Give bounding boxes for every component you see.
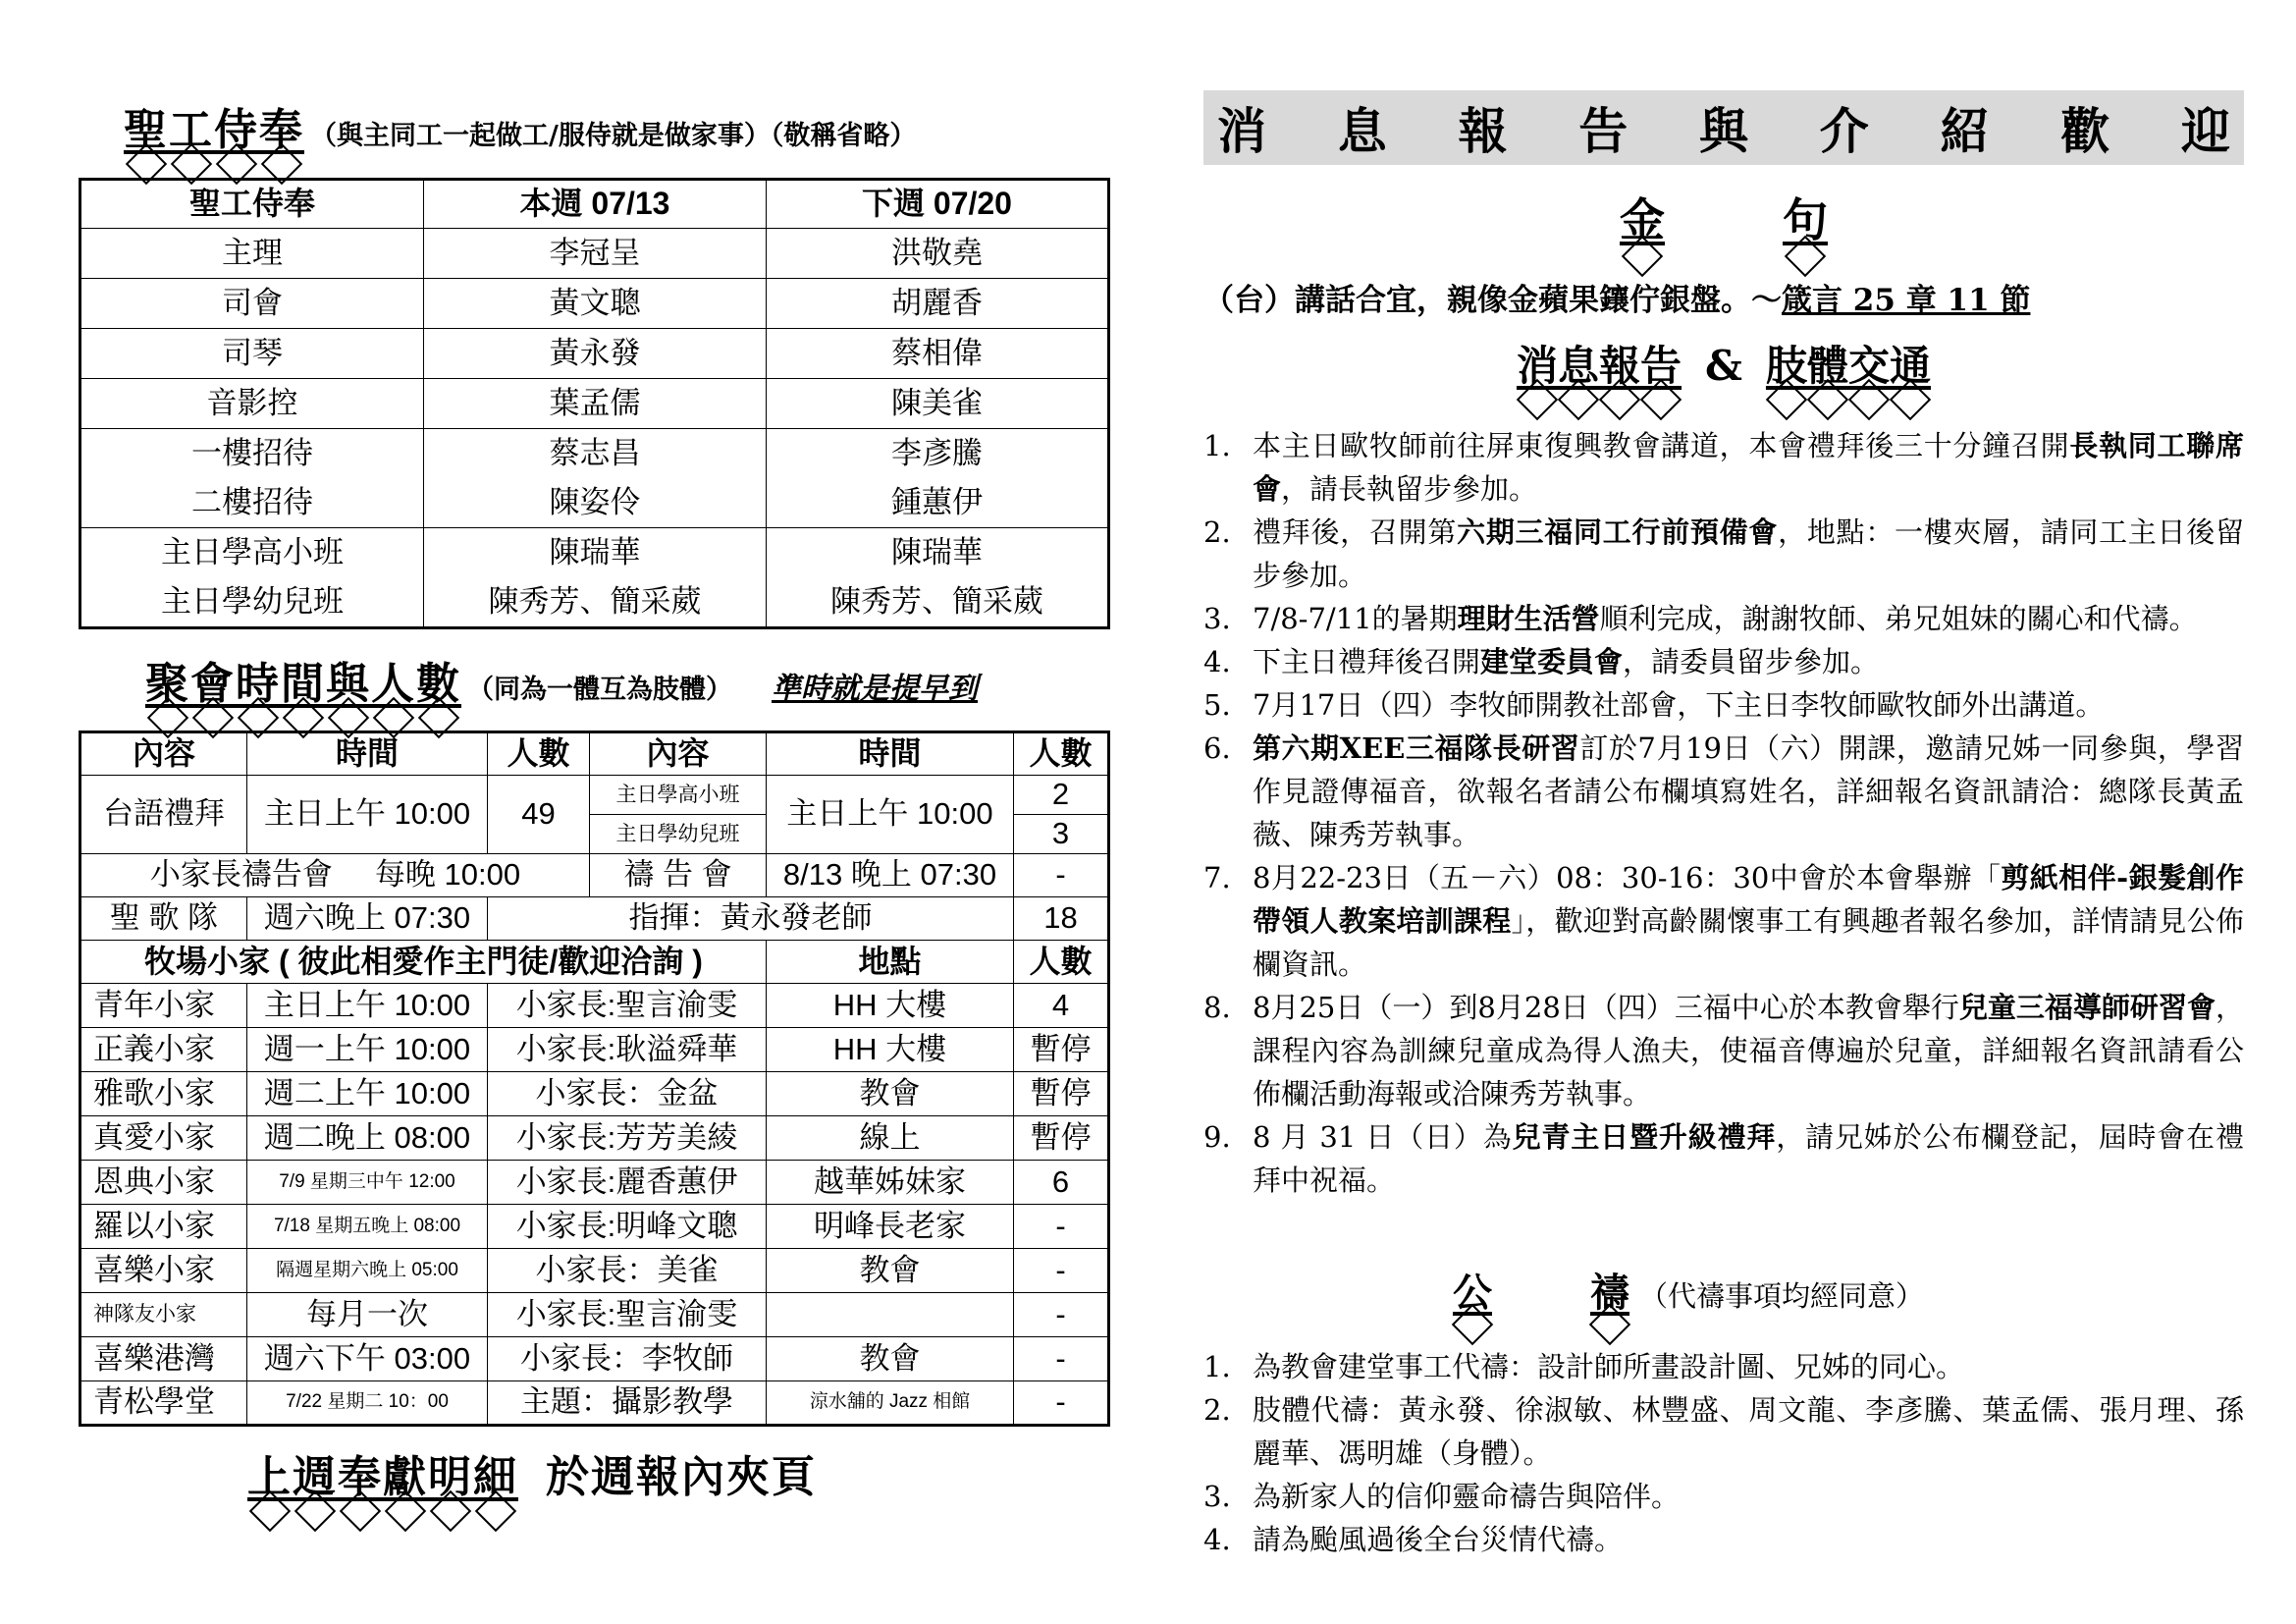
usher-name: 鍾蕙伊: [891, 485, 983, 519]
heading-char: [281, 648, 326, 711]
news-item: [1203, 986, 2244, 1115]
group-count: -: [1014, 1381, 1109, 1426]
group-time: 7/9 星期三中午 12:00: [247, 1161, 488, 1205]
heading-char: [1517, 334, 1558, 393]
group-name: 真愛小家: [80, 1116, 247, 1161]
news-highlight: 第六期XEE三福隊長研習: [1253, 731, 1580, 765]
heading-char: [1890, 334, 1931, 393]
sunday-school-role-cell: [80, 528, 424, 628]
leader-prayer-time: 每晚 10:00: [374, 857, 521, 893]
heading-char-text: 聚: [145, 659, 190, 709]
meet-header: 時間: [247, 732, 488, 776]
taiyu-count: 49: [488, 776, 590, 854]
meet-header-row: [80, 732, 1109, 776]
group-name: 喜樂小家: [80, 1249, 247, 1293]
ss-time: 主日上午 10:00: [767, 776, 1014, 854]
news-highlight: 剪紙相伴-銀髮創作帶領人教案培訓課程: [1253, 861, 2244, 938]
prayer-number: 1.: [1203, 1350, 1231, 1383]
group-row: [80, 1028, 1109, 1072]
meet-note: 準時就是提早到: [772, 672, 978, 706]
heading-char-text: 工: [169, 105, 214, 155]
group-name: 正義小家: [80, 1028, 247, 1072]
news-title-b: [1766, 334, 1931, 393]
serve-table: [79, 178, 1110, 629]
heading-char-text: 週: [293, 1452, 338, 1502]
heading-char-text: 息: [1557, 342, 1599, 390]
prayer-text: 請為颱風過後全台災情代禱。: [1253, 1523, 1624, 1556]
group-place: 教會: [767, 1249, 1014, 1293]
header-char: 告: [1578, 102, 1629, 160]
heading-char: [190, 648, 236, 711]
group-header-place: 地點: [767, 941, 1014, 984]
group-count: 暫停: [1014, 1072, 1109, 1116]
group-place: 教會: [767, 1337, 1014, 1381]
heading-char: [293, 1441, 338, 1504]
heading-char-text: 交: [1847, 342, 1890, 390]
group-leader: 小家長:芳芳美綾: [488, 1116, 767, 1161]
name-cell: 洪敬堯: [767, 229, 1109, 279]
prayer-text: 為新家人的信仰靈命禱告與陪伴。: [1253, 1480, 1681, 1513]
prayer-row: [80, 854, 1109, 897]
heading-char: [259, 94, 304, 157]
header-char: 報: [1458, 102, 1508, 160]
group-header-title: 牧場小家 ( 彼此相愛作主門徒/歡迎洽詢 ): [80, 941, 767, 984]
group-count: -: [1014, 1205, 1109, 1249]
heading-char-text: 間: [281, 659, 326, 709]
heading-char: [1807, 334, 1848, 393]
news-highlight: 兒青主日暨升級禮拜: [1512, 1120, 1777, 1154]
header-char: 紹: [1940, 102, 1990, 160]
news-number: 7.: [1203, 861, 1231, 894]
news-number: 5.: [1203, 688, 1231, 722]
heading-char: [416, 648, 461, 711]
news-text: ，地點：一樓夾層，請同工主日後留步參加。: [1253, 515, 2244, 592]
group-name: 羅以小家: [80, 1205, 247, 1249]
news-text: 8月25日（一）到8月28日（四）三福中心於本教會舉行: [1253, 991, 1959, 1024]
group-count: -: [1014, 1293, 1109, 1337]
group-place: HH 大樓: [767, 984, 1014, 1028]
group-place: HH 大樓: [767, 1028, 1014, 1072]
group-time: 週二上午 10:00: [247, 1072, 488, 1116]
serve-heading: [124, 94, 916, 157]
heading-char-text: 人: [371, 659, 416, 709]
group-row: [80, 1381, 1109, 1426]
role-cell: 司琴: [80, 329, 424, 379]
news-text: 訂於7月19日（六）開課，邀請兄姊一同參與，學習作見證傳福音，欲報名者請公布欄填寫姓名，詳細報名資訊請洽：總隊長黃孟薇、陳秀芳執事。: [1253, 731, 2244, 851]
group-name: 青年小家: [80, 984, 247, 1028]
usher-role-1: 一樓招待: [191, 436, 313, 470]
serve-header-next-week: 下週 07/20: [767, 180, 1109, 229]
group-row: [80, 1205, 1109, 1249]
heading-char: [214, 94, 259, 157]
news-text: ，課程內容為訓練兒童成為得人漁夫，使福音傳遍於兒童，詳細報名資訊請看公佈欄活動海報或洽陳秀芳執事。: [1253, 991, 2244, 1110]
group-name: 神隊友小家: [80, 1293, 247, 1337]
group-time: 7/22 星期二 10：00: [247, 1381, 488, 1426]
group-row: [80, 1116, 1109, 1161]
news-item: [1203, 856, 2244, 986]
prayer-subtitle: （代禱事項均經同意）: [1639, 1279, 1925, 1313]
meet-table: [79, 731, 1110, 1427]
heading-char-text: 與: [326, 659, 371, 709]
prayer-number: 3.: [1203, 1480, 1231, 1513]
choir-conductor: 指揮：黃永發老師: [488, 897, 1014, 941]
prayer-item: [1203, 1345, 2244, 1388]
header-char: 介: [1819, 102, 1869, 160]
serve-row: [80, 329, 1109, 379]
usher-next-week: [767, 429, 1109, 528]
heading-char: [1766, 334, 1807, 393]
news-item: [1203, 727, 2244, 856]
group-row: [80, 984, 1109, 1028]
meet-header: 時間: [767, 732, 1014, 776]
group-time: 週一上午 10:00: [247, 1028, 488, 1072]
prayer-number: 2.: [1203, 1393, 1231, 1427]
news-item: [1203, 640, 2244, 683]
heading-char: [428, 1441, 473, 1504]
usher-name: 陳姿伶: [549, 485, 641, 519]
news-text: 本主日歐牧師前往屏東復興教會講道，本會禮拜後三十分鐘召開: [1253, 429, 2070, 462]
heading-char: [371, 648, 416, 711]
news-text: 7/8-7/11的暑期: [1253, 602, 1458, 635]
sunday-school-row: [80, 528, 1109, 628]
heading-char: [169, 94, 214, 157]
group-leader: 主題：攝影教學: [488, 1381, 767, 1426]
news-list: [1203, 424, 2244, 1202]
name-cell: 蔡相偉: [767, 329, 1109, 379]
ss-class-1: 主日學高小班: [161, 535, 344, 569]
heading-char-text: 消: [1516, 342, 1558, 390]
news-text: 8月22-23日（五－六）08：30-16：30中會於本會舉辦「: [1253, 861, 2002, 894]
golden-verse-title: [1620, 185, 1828, 249]
prayer-item: [1203, 1388, 2244, 1475]
golden-verse-heading: [1203, 185, 2244, 249]
group-leader: 小家長：金盆: [488, 1072, 767, 1116]
heading-char: [247, 1441, 293, 1504]
news-item: [1203, 1115, 2244, 1202]
heading-char-text: 句: [1783, 193, 1828, 246]
serve-header-this-week: 本週 07/13: [424, 180, 767, 229]
serve-subtitle: （與主同工一起做工/服侍就是做家事）（敬稱省略）: [310, 121, 917, 151]
heading-char: [1640, 334, 1682, 393]
group-leader: 小家長:麗香蕙伊: [488, 1161, 767, 1205]
heading-char: [236, 648, 281, 711]
group-leader: 小家長：李牧師: [488, 1337, 767, 1381]
news-text: 7月17日（四）李牧師開教社部會，下主日李牧師歐牧師外出講道。: [1253, 688, 2105, 722]
heading-char: [145, 648, 190, 711]
group-place: 越華姊妹家: [767, 1161, 1014, 1205]
news-text: 禮拜後，召開第: [1253, 515, 1458, 549]
news-heading: [1203, 334, 2244, 393]
heading-char-text: 報: [1599, 342, 1641, 390]
heading-char: [383, 1441, 428, 1504]
group-leader: 小家長:耿溢舜華: [488, 1028, 767, 1072]
heading-char-text: 聖: [124, 105, 169, 155]
news-text: ，請委員留步參加。: [1623, 645, 1880, 678]
ss-kid-count: 3: [1014, 815, 1109, 854]
group-leader: 小家長:聖言渝雯: [488, 1293, 767, 1337]
group-name: 雅歌小家: [80, 1072, 247, 1116]
group-time: 7/18 星期五晚上 08:00: [247, 1205, 488, 1249]
news-number: 4.: [1203, 645, 1231, 678]
group-header-count: 人數: [1014, 941, 1109, 984]
choir-name: 聖 歌 隊: [80, 897, 247, 941]
meet-header: 人數: [1014, 732, 1109, 776]
golden-verse: [1203, 275, 2030, 319]
role-cell: 司會: [80, 279, 424, 329]
news-number: 8.: [1203, 991, 1231, 1024]
offering-title: [247, 1441, 518, 1504]
news-text: 」，歡迎對高齡關懷事工有興趣者報名參加，詳情請見公佈欄資訊。: [1253, 904, 2244, 981]
choir-count: 18: [1014, 897, 1109, 941]
heading-char-text: 侍: [214, 105, 259, 155]
group-place: [767, 1293, 1014, 1337]
prayer-meeting-name: 禱 告 會: [590, 854, 767, 897]
choir-time: 週六晚上 07:30: [247, 897, 488, 941]
group-time: 每月一次: [247, 1293, 488, 1337]
news-number: 3.: [1203, 602, 1231, 635]
prayer-meeting-time: 8/13 晚上 07:30: [767, 854, 1014, 897]
group-time: 週六下午 03:00: [247, 1337, 488, 1381]
news-text: 順利完成，謝謝牧師、弟兄姐妹的關心和代禱。: [1599, 602, 2198, 635]
prayer-item: [1203, 1518, 2244, 1561]
news-item: [1203, 511, 2244, 597]
heading-char: [1453, 1262, 1492, 1318]
heading-char-text: 告: [1640, 342, 1682, 390]
meet-subtitle: （同為一體互為肢體）: [467, 675, 732, 705]
group-place: 涼水舖的 Jazz 相館: [767, 1381, 1014, 1426]
ss-hi-count: 2: [1014, 776, 1109, 815]
group-time: 隔週星期六晚上 05:00: [247, 1249, 488, 1293]
ss-class-2: 主日學幼兒班: [161, 584, 344, 619]
news-item: [1203, 424, 2244, 511]
taiyu-name: 台語禮拜: [80, 776, 247, 854]
prayer-meeting-count: -: [1014, 854, 1109, 897]
usher-role-2: 二樓招待: [191, 485, 313, 519]
heading-char-text: 金: [1620, 193, 1665, 246]
right-page: [1148, 0, 2296, 1624]
heading-char-text: 奉: [259, 105, 304, 155]
prayer-text: 肢體代禱：黃永發、徐淑敏、林豐盛、周文龍、李彥騰、葉孟儒、張月理、孫麗華、馮明雄（身體）。: [1253, 1393, 2244, 1470]
ss-teacher: 陳瑞華: [891, 535, 983, 569]
heading-char-text: 獻: [383, 1452, 428, 1502]
header-char: 息: [1337, 102, 1387, 160]
ss-teacher: 陳秀芳、簡采葳: [830, 584, 1043, 619]
group-count: 暫停: [1014, 1116, 1109, 1161]
prayer-heading: [1453, 1262, 2296, 1318]
ss-next-week: [767, 528, 1109, 628]
left-page: [0, 0, 1129, 1624]
group-name: 青松學堂: [80, 1381, 247, 1426]
heading-char: [338, 1441, 383, 1504]
header-char: 歡: [2060, 102, 2110, 160]
news-highlight: 六期三福同工行前預備會: [1457, 515, 1779, 549]
group-place: 線上: [767, 1116, 1014, 1161]
group-count: 4: [1014, 984, 1109, 1028]
ss-kid-name: 主日學幼兒班: [590, 815, 767, 854]
header-char: 消: [1217, 102, 1266, 160]
group-list: [80, 984, 1109, 1426]
news-highlight: 建堂委員會: [1480, 645, 1624, 678]
heading-char-text: 時: [236, 659, 281, 709]
verse-reference: 箴言 25 章 11 節: [1782, 283, 2031, 318]
prayer-text: 為教會建堂事工代禱：設計師所畫設計圖、兄姊的同心。: [1253, 1350, 1965, 1383]
serve-row: [80, 379, 1109, 429]
news-item: [1203, 683, 2244, 727]
meet-header: 內容: [80, 732, 247, 776]
serve-row: [80, 279, 1109, 329]
ss-this-week: [424, 528, 767, 628]
group-time: 週二晚上 08:00: [247, 1116, 488, 1161]
group-leader: 小家長：美雀: [488, 1249, 767, 1293]
offering-rest: 於週報內夾頁: [546, 1452, 817, 1502]
name-cell: 黃文聰: [424, 279, 767, 329]
serve-header-role: 聖工侍奉: [80, 180, 424, 229]
role-cell: 主理: [80, 229, 424, 279]
group-place: 教會: [767, 1072, 1014, 1116]
group-name: 喜樂港灣: [80, 1337, 247, 1381]
group-place: 明峰長老家: [767, 1205, 1014, 1249]
usher-name: 蔡志昌: [549, 436, 641, 470]
heading-char: [1848, 334, 1890, 393]
name-cell: 葉孟儒: [424, 379, 767, 429]
news-highlight: 理財生活營: [1457, 602, 1600, 635]
taiyu-time: 主日上午 10:00: [247, 776, 488, 854]
meet-title: [145, 648, 461, 711]
news-highlight: 兒童三福導師研習會: [1958, 991, 2216, 1024]
news-text: 下主日禮拜後召開: [1253, 645, 1481, 678]
news-number: 9.: [1203, 1120, 1231, 1154]
heading-char-text: 奉: [338, 1452, 383, 1502]
name-cell: 陳美雀: [767, 379, 1109, 429]
news-number: 2.: [1203, 515, 1231, 549]
heading-char-text: 數: [416, 659, 461, 709]
news-number: 6.: [1203, 731, 1231, 765]
group-name: 恩典小家: [80, 1161, 247, 1205]
group-row: [80, 1161, 1109, 1205]
taiyu-row: [80, 776, 1109, 815]
news-number: 1.: [1203, 429, 1231, 462]
group-row: [80, 1072, 1109, 1116]
heading-char: [1620, 185, 1665, 249]
leader-prayer-cell: [80, 854, 590, 897]
prayer-number: 4.: [1203, 1523, 1231, 1556]
ss-teacher: 陳瑞華: [549, 535, 641, 569]
heading-char: [1558, 334, 1599, 393]
meet-heading: [145, 648, 978, 711]
serve-header-row: [80, 180, 1109, 229]
usher-role-cell: [80, 429, 424, 528]
heading-char-text: 上: [247, 1452, 293, 1502]
usher-name: 李彥騰: [891, 436, 983, 470]
usher-row: [80, 429, 1109, 528]
heading-char-text: 肢: [1765, 342, 1807, 390]
heading-char: [124, 94, 169, 157]
group-row: [80, 1293, 1109, 1337]
heading-char-text: 會: [190, 659, 236, 709]
news-text: 8 月 31 日（日）為: [1253, 1120, 1513, 1154]
group-row: [80, 1249, 1109, 1293]
heading-char-text: 禱: [1590, 1270, 1629, 1316]
news-item: [1203, 597, 2244, 640]
heading-char: [473, 1441, 518, 1504]
group-header-row: [80, 941, 1109, 984]
group-count: -: [1014, 1249, 1109, 1293]
news-highlight: 長執同工聯席會: [1253, 429, 2244, 506]
name-cell: 胡麗香: [767, 279, 1109, 329]
usher-this-week: [424, 429, 767, 528]
serve-title: [124, 94, 304, 157]
offering-heading: [247, 1441, 817, 1504]
choir-row: [80, 897, 1109, 941]
heading-char-text: 通: [1890, 342, 1932, 390]
ss-teacher: 陳秀芳、簡采葳: [488, 584, 702, 619]
heading-char: [1783, 185, 1828, 249]
heading-char-text: 明: [428, 1452, 473, 1502]
group-leader: 小家長:明峰文聰: [488, 1205, 767, 1249]
header-char: 與: [1699, 102, 1748, 160]
verse-text: （台）講話合宜，親像金蘋果鑲佇銀盤。～: [1203, 283, 1782, 318]
heading-char: [1590, 1262, 1629, 1318]
group-count: 6: [1014, 1161, 1109, 1205]
role-cell: 音影控: [80, 379, 424, 429]
name-cell: 黃永發: [424, 329, 767, 379]
group-leader: 小家長:聖言渝雯: [488, 984, 767, 1028]
announcements-header: [1203, 90, 2244, 165]
prayer-list: [1203, 1345, 2244, 1561]
prayer-item: [1203, 1475, 2244, 1518]
serve-row: [80, 229, 1109, 279]
group-count: 暫停: [1014, 1028, 1109, 1072]
heading-char-text: 體: [1806, 342, 1848, 390]
news-title-a: [1517, 334, 1682, 393]
meet-header: 內容: [590, 732, 767, 776]
ss-hi-name: 主日學高小班: [590, 776, 767, 815]
prayer-title: [1453, 1262, 1629, 1318]
group-count: -: [1014, 1337, 1109, 1381]
news-title-amp: &: [1705, 342, 1742, 390]
leader-prayer-name: 小家長禱告會: [149, 857, 333, 893]
meet-header: 人數: [488, 732, 590, 776]
heading-char: [1599, 334, 1640, 393]
news-text: ，請長執留步參加。: [1281, 472, 1538, 506]
header-char: 迎: [2181, 102, 2230, 160]
group-time: 主日上午 10:00: [247, 984, 488, 1028]
group-row: [80, 1337, 1109, 1381]
heading-char: [326, 648, 371, 711]
heading-char-text: 細: [473, 1452, 518, 1502]
news-text: ，請兄姊於公布欄登記，屆時會在禮拜中祝福。: [1253, 1120, 2244, 1197]
heading-char-text: 公: [1453, 1270, 1492, 1316]
name-cell: 李冠呈: [424, 229, 767, 279]
